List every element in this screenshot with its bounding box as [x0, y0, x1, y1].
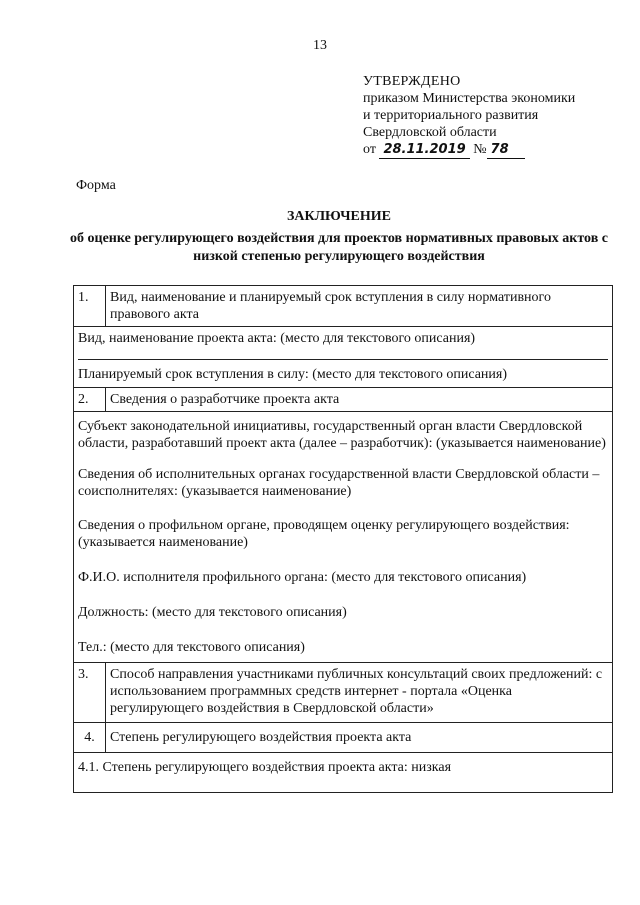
section-2-header-row	[74, 388, 613, 412]
section-1-header-row	[74, 286, 613, 327]
page-number: 13	[313, 38, 327, 53]
document-title: ЗАКЛЮЧЕНИЕ	[286, 209, 392, 224]
section-3-number: 3.	[74, 663, 106, 723]
section-3-row	[74, 663, 613, 723]
section-1-field-type-name: Вид, наименование проекта акта: (место для текстового описания)	[78, 331, 476, 346]
approval-block	[363, 73, 575, 159]
date-prefix: от	[363, 142, 376, 157]
section-1-heading: Вид, наименование и планируемый срок вступления в силу нормативного правового акта	[106, 286, 613, 327]
section-4-body-row	[74, 753, 613, 793]
section-2-profile-body: Сведения о профильном органе, проводящем оценку регулирующего воздействия: (указывается наименование)	[78, 518, 570, 550]
section-4-heading: Степень регулирующего воздействия проекта акта	[106, 723, 613, 753]
section-1-number: 1.	[74, 286, 106, 327]
section-2-developer: Субъект законодательной инициативы, государственный орган власти Свердловской области, разработавший проект акта (далее – разработчик): (указывается наименование)	[78, 419, 606, 451]
handwritten-number: 78	[487, 141, 525, 159]
section-1-field-effective-date: Планируемый срок вступления в силу: (место для текстового описания)	[78, 367, 508, 382]
approval-heading: УТВЕРЖДЕНО	[363, 74, 461, 89]
number-prefix: №	[473, 142, 487, 157]
form-label: Форма	[76, 178, 116, 193]
section-2-executor-name: Ф.И.О. исполнителя профильного органа: (место для текстового описания)	[78, 570, 527, 585]
section-4-degree-field: 4.1. Степень регулирующего воздействия проекта акта: низкая	[74, 753, 613, 793]
approval-line-1: приказом Министерства экономики	[363, 91, 576, 106]
document-subtitle: об оценке регулирующего воздействия для проектов нормативных правовых актов с низкой степенью регулирующего воздействия	[70, 231, 608, 264]
section-1-text-line	[78, 347, 608, 360]
approval-date-line	[363, 141, 575, 159]
handwritten-date: 28.11.2019	[379, 141, 469, 159]
section-4-number: 4.	[74, 723, 106, 753]
approval-line-2: и территориального развития	[363, 108, 539, 123]
section-2-heading: Сведения о разработчике проекта акта	[106, 388, 613, 412]
approval-line-3: Свердловской области	[363, 125, 497, 140]
section-2-position: Должность: (место для текстового описания)	[78, 605, 347, 620]
conclusion-form-table	[73, 285, 613, 793]
section-2-number: 2.	[74, 388, 106, 412]
section-4-header-row	[74, 723, 613, 753]
section-2-phone: Тел.: (место для текстового описания)	[78, 640, 305, 655]
section-3-text: Способ направления участниками публичных консультаций своих предложений: с использованием программных средств интернет - портала «Оценка регулирующего воздействия в Свердловской области»	[106, 663, 613, 723]
section-1-field-row-1	[74, 327, 613, 388]
section-2-coexecutors: Сведения об исполнительных органах государственной власти Свердловской области – соисполнителях: (указывается наименование)	[78, 467, 600, 499]
section-2-body-row	[74, 412, 613, 663]
